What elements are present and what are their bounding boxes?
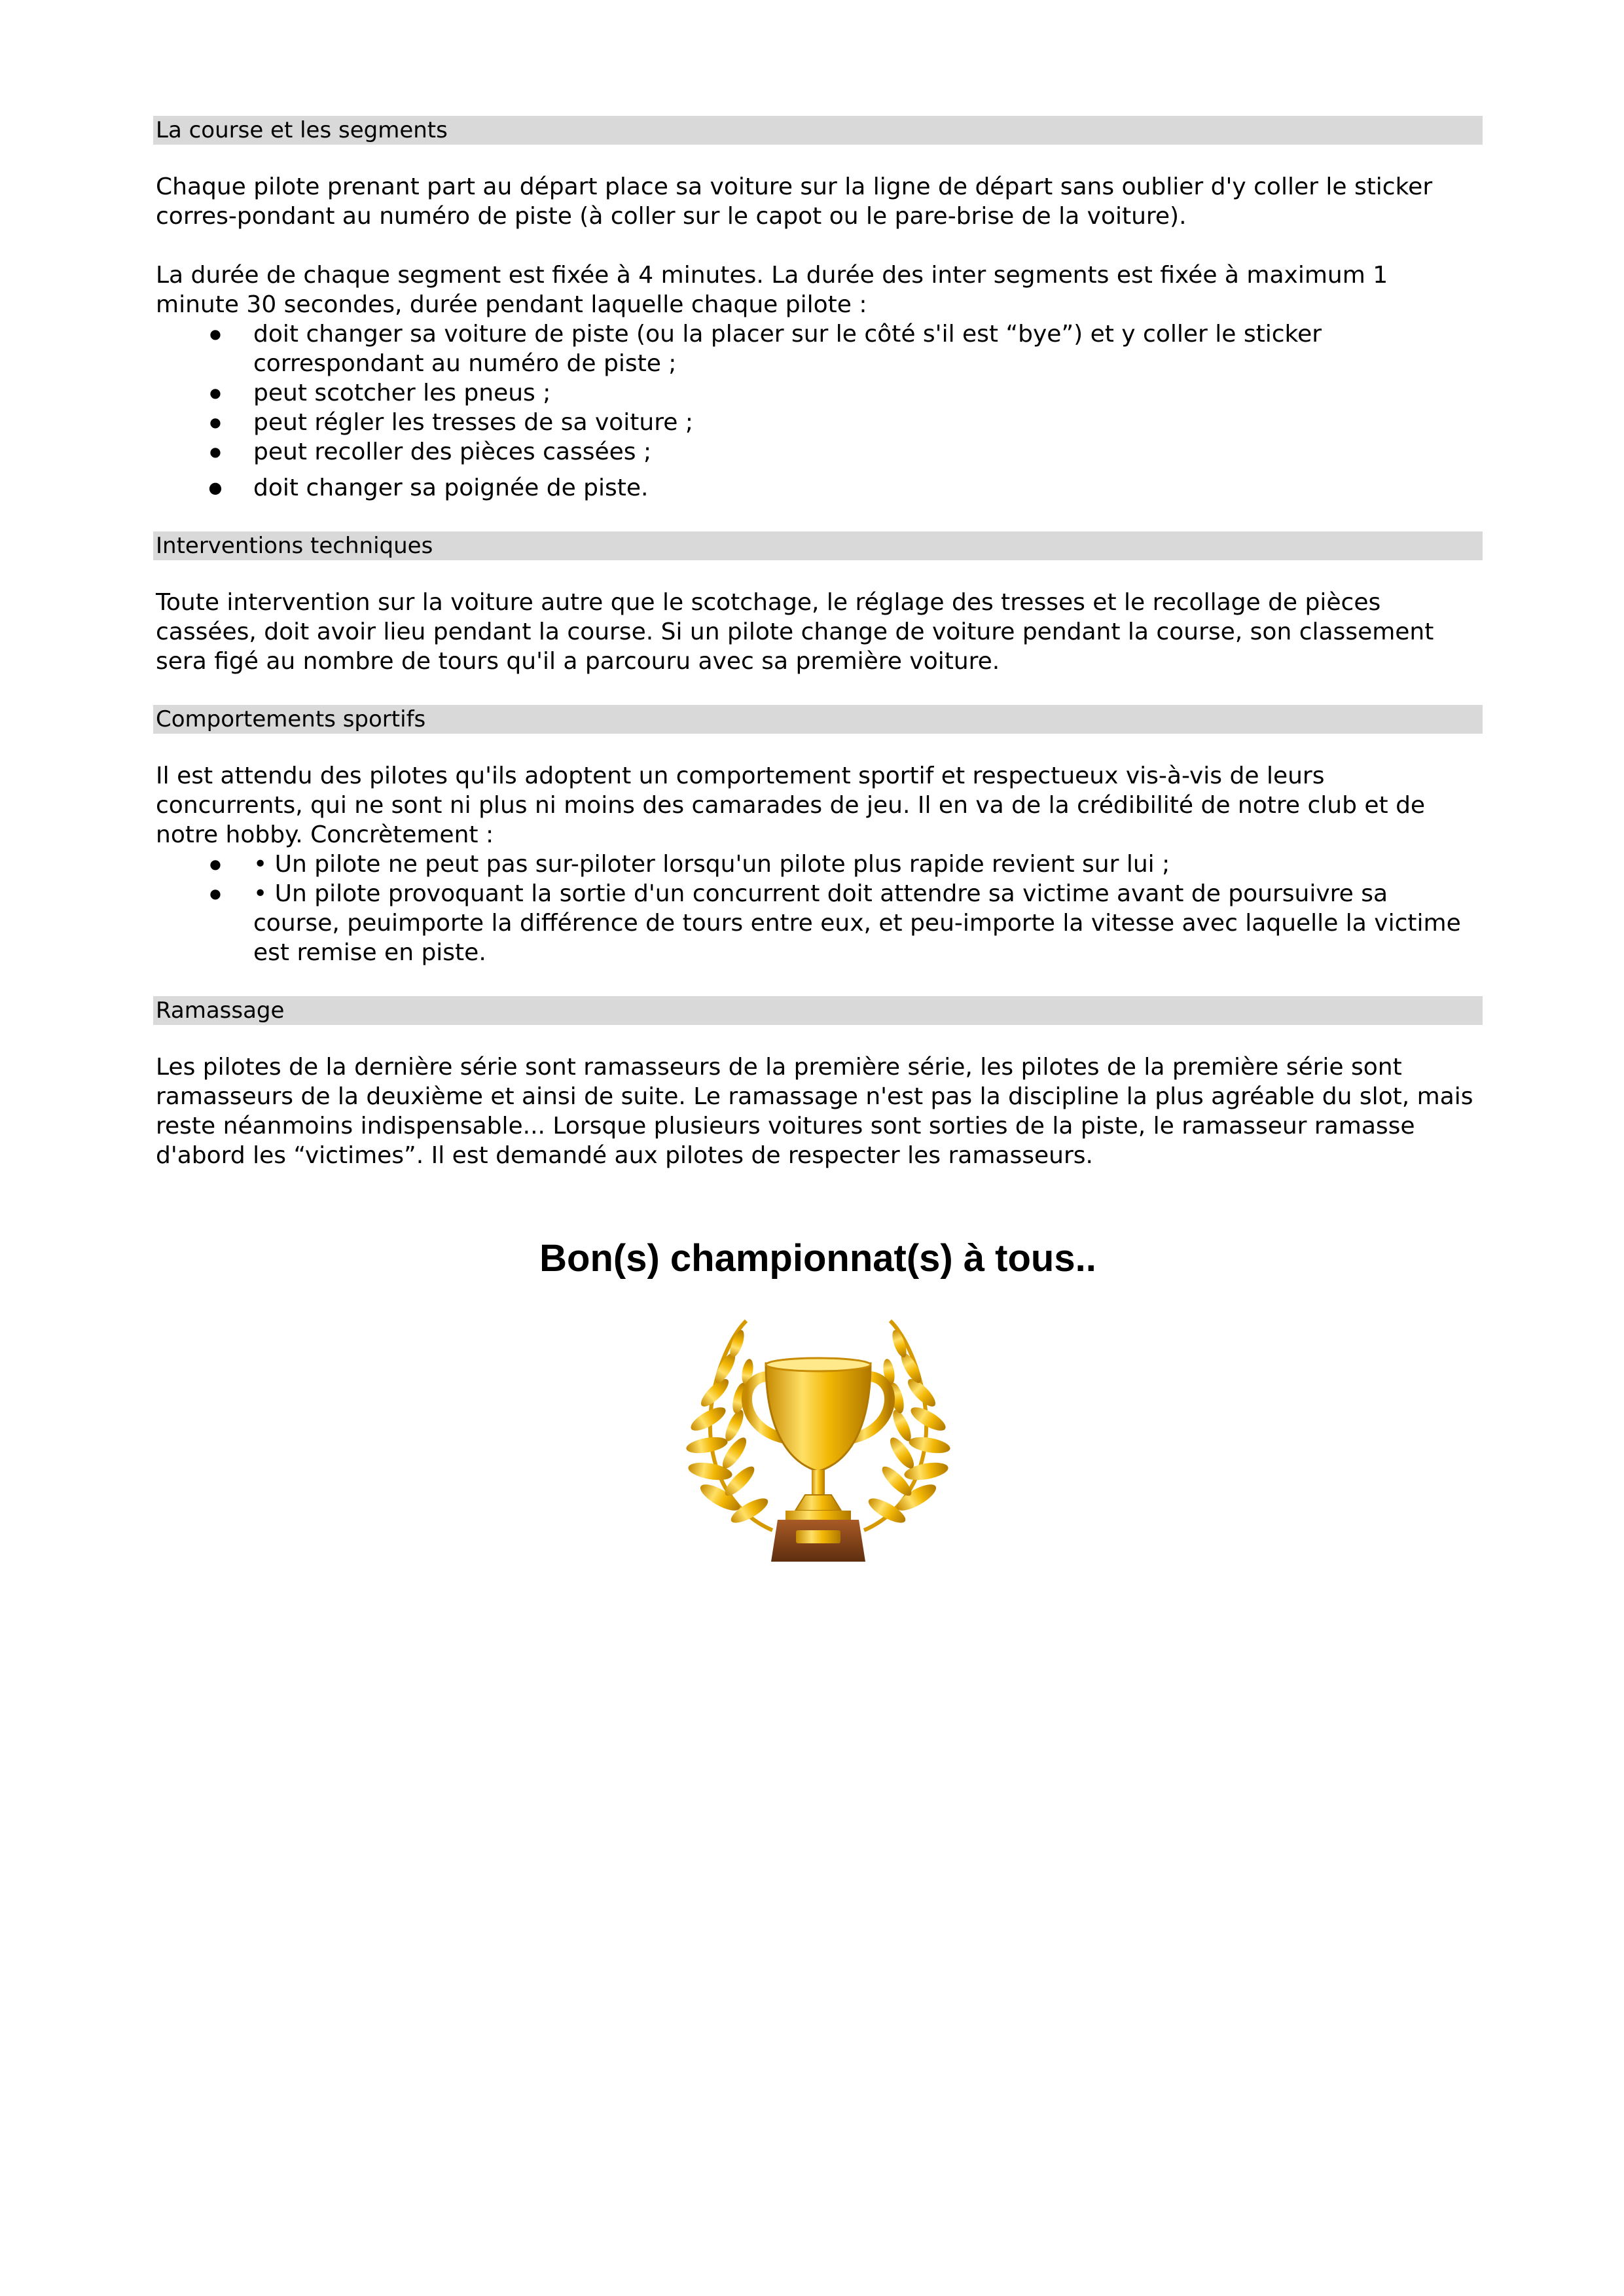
document-page bbox=[153, 116, 1483, 1579]
section-heading-comportements: Comportements sportifs bbox=[153, 705, 1483, 734]
bullet-icon: ● bbox=[209, 444, 221, 459]
list-item: ● doit changer sa poignée de piste. bbox=[153, 473, 1483, 503]
bullet-icon: ● bbox=[208, 478, 223, 497]
section-heading-ramassage: Ramassage bbox=[153, 996, 1483, 1025]
section-heading-course: La course et les segments bbox=[153, 116, 1483, 145]
paragraph: Toute intervention sur la voiture autre que le scotchage, le réglage des tresses et le recollage de pièces cassées, doit avoir lieu pendant la course. Si un pilote change de voiture pendant la course, son classement sera figé au nombre de tours qu'il a parcouru avec sa première voiture. bbox=[156, 589, 1434, 675]
paragraph: Chaque pilote prenant part au départ place sa voiture sur la ligne de départ sans oublier d'y coller le sticker corres-pondant au numéro de piste (à coller sur le capot ou le pare-brise de la voiture). bbox=[156, 173, 1433, 230]
list-item: ● peut scotcher les pneus ; bbox=[153, 378, 1483, 408]
section-heading-interventions: Interventions techniques bbox=[153, 531, 1483, 560]
list-item: ● peut régler les tresses de sa voiture ; bbox=[153, 408, 1483, 437]
trophy-image bbox=[153, 1314, 1483, 1579]
bullet-list-comportements bbox=[153, 850, 1483, 967]
list-item: ● • Un pilote provoquant la sortie d'un concurrent doit attendre sa victime avant de poursuivre sa course, peuimporte la différence de tours entre eux, et peu-importe la vitesse avec laquelle la victime est remise en piste. bbox=[153, 879, 1483, 967]
bullet-icon: ● bbox=[209, 326, 221, 342]
bullet-icon: ● bbox=[209, 414, 221, 430]
list-item: ● peut recoller des pièces cassées ; bbox=[153, 437, 1483, 467]
bullet-icon: ● bbox=[209, 856, 221, 872]
list-item: ● doit changer sa voiture de piste (ou la placer sur le côté s'il est “bye”) et y coller le sticker correspondant au numéro de piste ; bbox=[153, 319, 1483, 378]
paragraph: Les pilotes de la dernière série sont ramasseurs de la première série, les pilotes de la première série sont ramasseurs de la deuxième et ainsi de suite. Le ramassage n'est pas la discipline la plus agréable du slot, mais reste néanmoins indispensable... Lorsque plusieurs voitures sont sorties de la piste, le ramasseur ramasse d'abord les “victimes”. Il est demandé aux pilotes de respecter les ramasseurs. bbox=[156, 1054, 1473, 1169]
bullet-icon: ● bbox=[209, 385, 221, 401]
closing-message: Bon(s) championnat(s) à tous.. bbox=[539, 1237, 1096, 1280]
paragraph: La durée de chaque segment est fixée à 4 minutes. La durée des inter segments est fixée à maximum 1 minute 30 secondes, durée pendant laquelle chaque pilote : bbox=[156, 262, 1388, 318]
list-item: ● • Un pilote ne peut pas sur-piloter lorsqu'un pilote plus rapide revient sur lui ; bbox=[153, 850, 1483, 879]
bullet-icon: ● bbox=[209, 886, 221, 901]
trophy-icon bbox=[674, 1314, 962, 1576]
paragraph: Il est attendu des pilotes qu'ils adoptent un comportement sportif et respectueux vis-à-vis de leurs concurrents, qui ne sont ni plus ni moins des camarades de jeu. Il en va de la crédibilité de notre club et de notre hobby. Concrètement : bbox=[156, 762, 1426, 848]
bullet-list-intersegment bbox=[153, 319, 1483, 503]
